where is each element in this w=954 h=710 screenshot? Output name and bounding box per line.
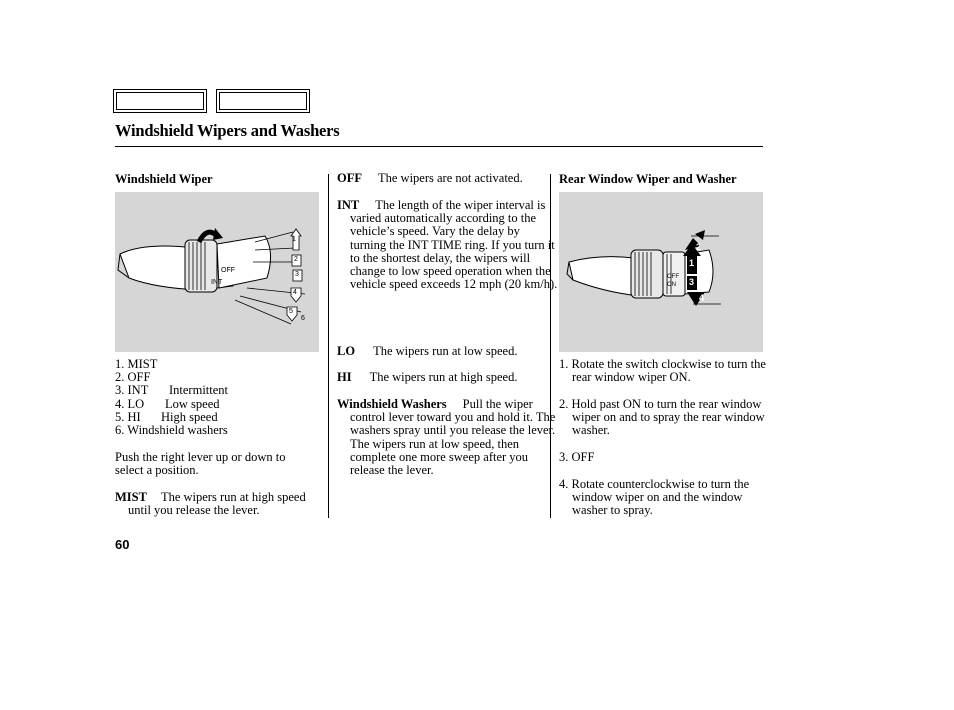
rear-callout-3: 3 [689, 277, 695, 287]
windshield-wiper-heading: Windshield Wiper [115, 172, 213, 186]
svg-text:ON: ON [667, 282, 676, 288]
legend-item: 1. MIST [115, 357, 158, 371]
hi-label: HI [337, 370, 352, 384]
int-description: INT The length of the wiper interval is varied automatically according to the vehicle’s speed. Vary the delay by turning the INT TIME ring. If you turn it to the shortest delay, the wipers will change to low speed operation when the vehicle speed exceeds 12 mph (20 km/h). [337, 198, 558, 292]
push-lever-text: Push the right lever up or down to select a position. [115, 450, 286, 478]
wiper-callout-3: 3 [295, 271, 299, 278]
wiper-callout-4: 4 [293, 289, 297, 296]
wiper-callout-6: 6 [301, 315, 305, 322]
svg-text:OFF: OFF [667, 274, 679, 280]
page-number: 60 [115, 537, 130, 552]
nav-tab-main-menu[interactable] [113, 89, 207, 113]
rear-wiper-heading: Rear Window Wiper and Washer [559, 172, 737, 186]
wiper-lever-figure [115, 192, 319, 352]
rear-wiper-figure [559, 192, 763, 352]
rear-wiper-illustration [559, 192, 763, 352]
wiper-callout-1: 1 [292, 236, 296, 243]
rear-step-1: 1. Rotate the switch clockwise to turn the rear window wiper ON. [559, 357, 766, 385]
legend-item: 4. LO Low speed [115, 396, 220, 411]
wiper-callout-5: 5 [289, 308, 293, 315]
legend-item: 3. INT Intermittent [115, 383, 229, 398]
mist-label: MIST [115, 490, 147, 504]
wiper-position-legend [115, 358, 325, 437]
page-title: Windshield Wipers and Washers [115, 121, 340, 140]
off-description: OFF The wipers are not activated. [337, 171, 523, 185]
washers-label: Windshield Washers [337, 397, 447, 411]
rear-callout-4: 4 [699, 293, 705, 303]
svg-text:INT: INT [211, 279, 223, 286]
lo-label: LO [337, 344, 356, 358]
legend-item: 5. HI High speed [115, 409, 218, 424]
off-label: OFF [337, 171, 362, 185]
legend-item: 6. Windshield washers [115, 423, 228, 438]
nav-tab-index[interactable] [216, 89, 310, 113]
legend-item: 2. OFF [115, 370, 151, 385]
rear-step-2: 2. Hold past ON to turn the rear window wiper on and to spray the rear window washer. [559, 397, 765, 438]
mist-description: MIST The wipers run at high speed until you release the lever. [115, 490, 306, 518]
rear-step-3: 3. OFF [559, 450, 595, 464]
rear-step-4: 4. Rotate counterclockwise to turn the window wiper on and the window washer to spray. [559, 477, 750, 518]
column-divider-1 [328, 174, 329, 518]
rear-callout-1: 1 [689, 258, 695, 268]
wiper-lever-illustration [115, 192, 319, 352]
title-rule [115, 146, 763, 147]
wiper-callout-2: 2 [294, 256, 298, 263]
int-label: INT [337, 198, 360, 212]
svg-text:OFF: OFF [221, 267, 235, 274]
lo-description: LO The wipers run at low speed. [337, 344, 518, 358]
hi-description: HI The wipers run at high speed. [337, 370, 518, 384]
rear-callout-2: 2 [696, 242, 702, 252]
washers-description: Windshield Washers Pull the wiper control lever toward you and hold it. The washers spray until you release the lever. The wipers run at low speed, then complete one more sweep after you release the lever. [337, 397, 556, 478]
